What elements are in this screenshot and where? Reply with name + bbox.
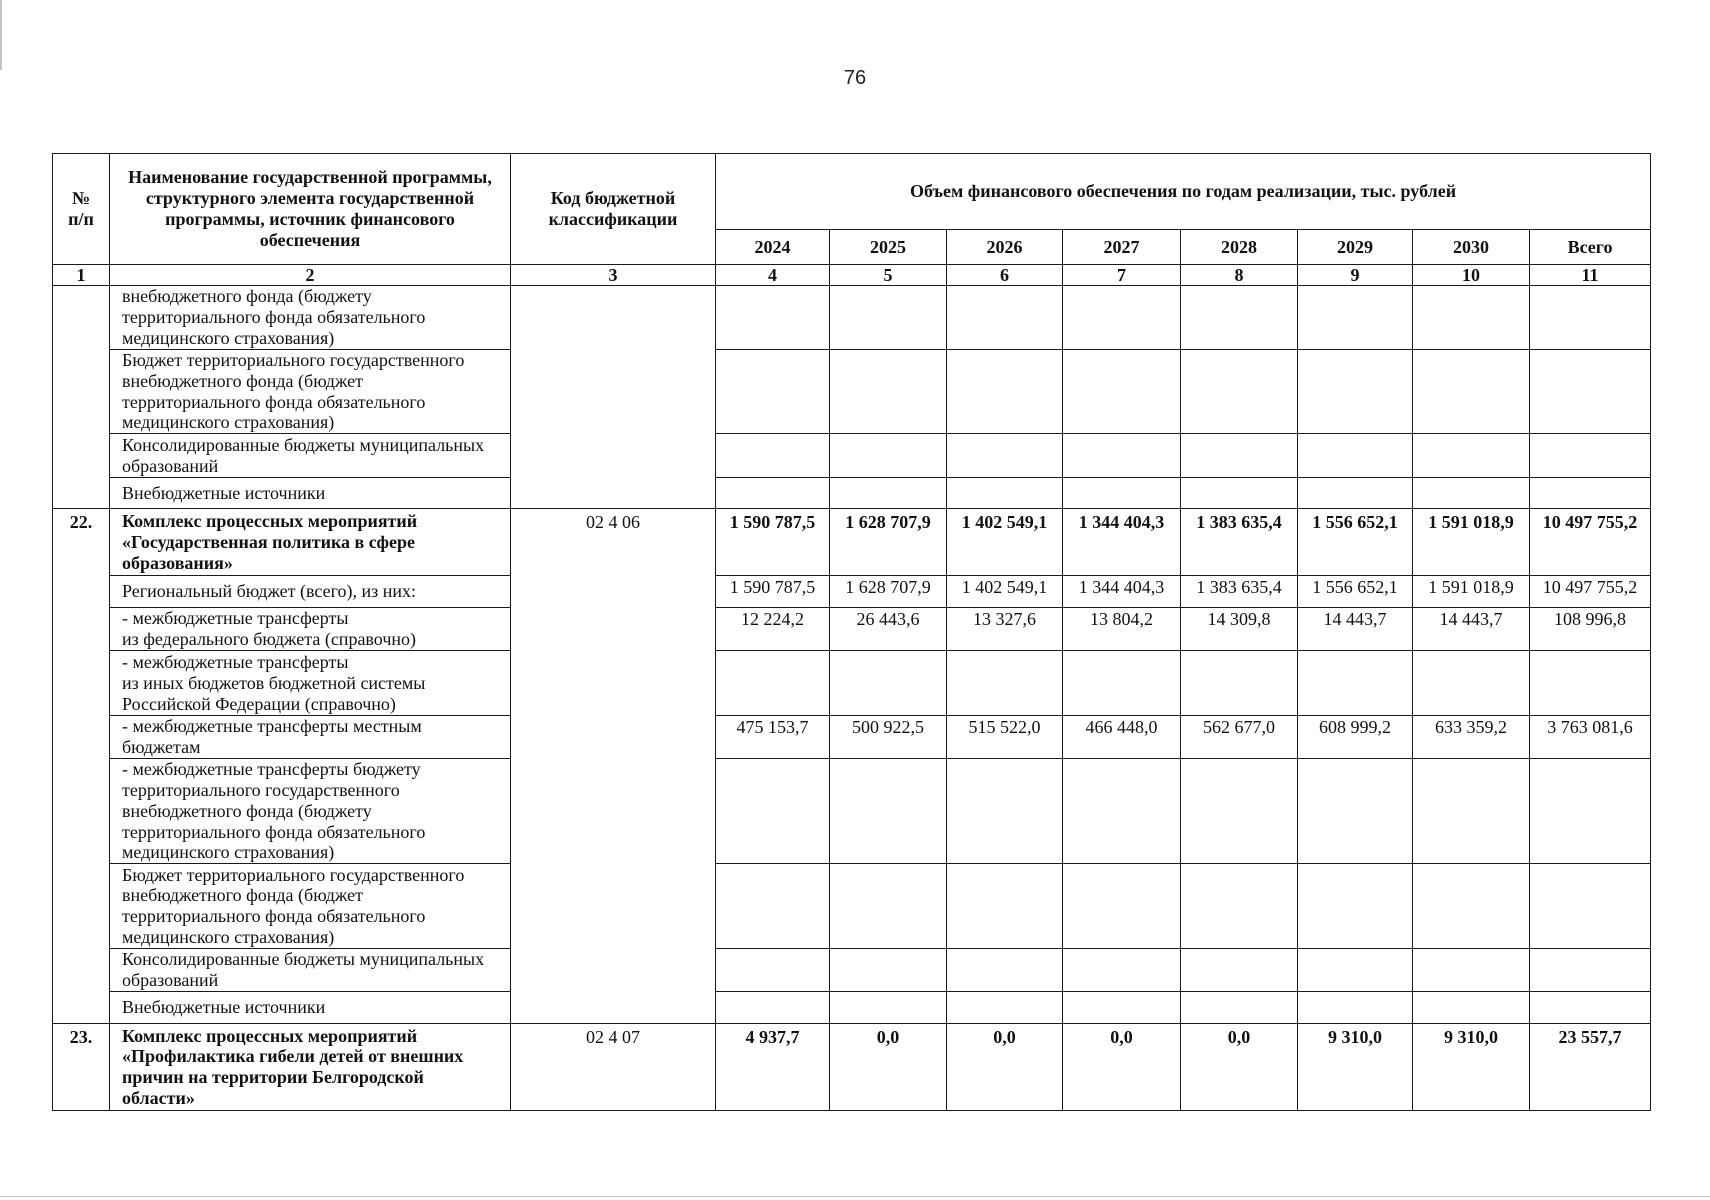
row-name-cell: - межбюджетные трансферты бюджету территориального государственного внебюджетного фонда (бюджету территориального фонда обязательного медицинского страхования) [110, 759, 511, 864]
budget-code-cell: 02 4 06 [511, 509, 716, 1024]
year-value-cell: 1 402 549,1 [947, 576, 1063, 608]
year-value-cell: 1 591 018,9 [1413, 576, 1530, 608]
year-value-cell: 1 590 787,5 [716, 509, 830, 576]
year-value-cell: 562 677,0 [1181, 716, 1298, 759]
header-name-column: Наименование государственной программы, структурного элемента государственной программы, источник финансового обеспечения [110, 154, 511, 265]
header-year: 2027 [1063, 230, 1181, 265]
row-name-cell: Комплекс процессных мероприятий «Профилактика гибели детей от внешних причин на территории Белгородской области» [110, 1024, 511, 1111]
year-value-cell: 14 443,7 [1298, 608, 1413, 651]
total-value-cell [1530, 286, 1651, 350]
row-name-cell: - межбюджетные трансферты местным бюджетам [110, 716, 511, 759]
year-value-cell [830, 949, 947, 992]
total-value-cell: 108 996,8 [1530, 608, 1651, 651]
year-value-cell [947, 434, 1063, 478]
total-value-cell [1530, 350, 1651, 434]
year-value-cell [830, 864, 947, 949]
year-value-cell [1181, 478, 1298, 509]
year-value-cell: 12 224,2 [716, 608, 830, 651]
year-value-cell: 1 628 707,9 [830, 576, 947, 608]
year-value-cell [1413, 864, 1530, 949]
year-value-cell: 13 804,2 [1063, 608, 1181, 651]
year-value-cell: 14 309,8 [1181, 608, 1298, 651]
year-value-cell [1181, 949, 1298, 992]
column-number: 9 [1298, 265, 1413, 286]
year-value-cell [1298, 759, 1413, 864]
year-value-cell [1063, 992, 1181, 1024]
year-value-cell [947, 992, 1063, 1024]
row-name-cell: - межбюджетные трансферты из иных бюджетов бюджетной системы Российской Федерации (справочно) [110, 651, 511, 716]
table-row [53, 434, 1651, 478]
column-number: 4 [716, 265, 830, 286]
year-value-cell: 13 327,6 [947, 608, 1063, 651]
year-value-cell: 9 310,0 [1298, 1024, 1413, 1111]
header-year: 2026 [947, 230, 1063, 265]
row-name-cell: Бюджет территориального государственного внебюджетного фонда (бюджет территориального фонда обязательного медицинского страхования) [110, 864, 511, 949]
year-value-cell: 1 556 652,1 [1298, 509, 1413, 576]
total-value-cell [1530, 434, 1651, 478]
header-total: Всего [1530, 230, 1651, 265]
total-value-cell [1530, 992, 1651, 1024]
year-value-cell [1063, 651, 1181, 716]
year-value-cell [1413, 350, 1530, 434]
table-row [53, 350, 1651, 434]
row-name-cell: внебюджетного фонда (бюджету территориального фонда обязательного медицинского страхования) [110, 286, 511, 350]
budget-code-cell: 02 4 07 [511, 1024, 716, 1111]
column-number: 7 [1063, 265, 1181, 286]
header-year: 2028 [1181, 230, 1298, 265]
year-value-cell [716, 478, 830, 509]
column-number: 1 [53, 265, 110, 286]
year-value-cell [947, 864, 1063, 949]
year-value-cell [830, 759, 947, 864]
table-row [53, 759, 1651, 864]
column-number: 10 [1413, 265, 1530, 286]
total-value-cell: 3 763 081,6 [1530, 716, 1651, 759]
year-value-cell [1413, 992, 1530, 1024]
year-value-cell [830, 286, 947, 350]
total-value-cell [1530, 949, 1651, 992]
year-value-cell [947, 759, 1063, 864]
year-value-cell [1298, 350, 1413, 434]
year-value-cell: 608 999,2 [1298, 716, 1413, 759]
total-value-cell [1530, 478, 1651, 509]
year-value-cell [947, 286, 1063, 350]
year-value-cell [947, 949, 1063, 992]
page-number: 76 [843, 67, 867, 89]
year-value-cell [1181, 864, 1298, 949]
total-value-cell [1530, 864, 1651, 949]
year-value-cell: 633 359,2 [1413, 716, 1530, 759]
year-value-cell [830, 478, 947, 509]
year-value-cell [1298, 286, 1413, 350]
year-value-cell: 1 590 787,5 [716, 576, 830, 608]
year-value-cell: 1 383 635,4 [1181, 576, 1298, 608]
year-value-cell [1181, 759, 1298, 864]
year-value-cell [716, 651, 830, 716]
row-name-cell: Бюджет территориального государственного внебюджетного фонда (бюджет территориального фонда обязательного медицинского страхования) [110, 350, 511, 434]
year-value-cell [1063, 434, 1181, 478]
header-year: 2024 [716, 230, 830, 265]
row-name-cell: Консолидированные бюджеты муниципальных образований [110, 434, 511, 478]
year-value-cell [1063, 759, 1181, 864]
table-row [53, 992, 1651, 1024]
year-value-cell: 466 448,0 [1063, 716, 1181, 759]
year-value-cell [1063, 350, 1181, 434]
year-value-cell [1063, 949, 1181, 992]
table-header [53, 154, 1651, 286]
row-name-cell: - межбюджетные трансферты из федерального бюджета (справочно) [110, 608, 511, 651]
year-value-cell [716, 992, 830, 1024]
column-number: 3 [511, 265, 716, 286]
header-volume-column: Объем финансового обеспечения по годам реализации, тыс. рублей [716, 154, 1651, 230]
year-value-cell [1298, 949, 1413, 992]
total-value-cell: 10 497 755,2 [1530, 576, 1651, 608]
year-value-cell: 500 922,5 [830, 716, 947, 759]
header-row [53, 154, 1651, 230]
year-value-cell: 0,0 [947, 1024, 1063, 1111]
year-value-cell [830, 434, 947, 478]
year-value-cell: 1 383 635,4 [1181, 509, 1298, 576]
column-number: 5 [830, 265, 947, 286]
year-value-cell: 0,0 [1181, 1024, 1298, 1111]
column-numbers-row [53, 265, 1651, 286]
total-value-cell: 23 557,7 [1530, 1024, 1651, 1111]
row-number-cell: 22. [53, 509, 110, 1024]
row-name-cell: Консолидированные бюджеты муниципальных образований [110, 949, 511, 992]
year-value-cell: 26 443,6 [830, 608, 947, 651]
year-value-cell: 475 153,7 [716, 716, 830, 759]
year-value-cell [1063, 478, 1181, 509]
header-year: 2030 [1413, 230, 1530, 265]
year-value-cell: 14 443,7 [1413, 608, 1530, 651]
year-value-cell [830, 651, 947, 716]
year-value-cell [1181, 651, 1298, 716]
year-value-cell [1298, 434, 1413, 478]
year-value-cell: 1 556 652,1 [1298, 576, 1413, 608]
year-value-cell [1181, 286, 1298, 350]
year-value-cell [1413, 286, 1530, 350]
total-value-cell [1530, 759, 1651, 864]
year-value-cell [1413, 651, 1530, 716]
year-value-cell [716, 434, 830, 478]
scan-edge-mark [0, 0, 2, 70]
year-value-cell [1298, 992, 1413, 1024]
year-value-cell [947, 651, 1063, 716]
table-body [53, 286, 1651, 1111]
year-value-cell [1181, 992, 1298, 1024]
year-value-cell [1298, 651, 1413, 716]
row-name-cell: Внебюджетные источники [110, 992, 511, 1024]
row-name-cell: Внебюджетные источники [110, 478, 511, 509]
year-value-cell [830, 350, 947, 434]
table-row [53, 716, 1651, 759]
table-row [53, 651, 1651, 716]
year-value-cell: 515 522,0 [947, 716, 1063, 759]
header-year: 2025 [830, 230, 947, 265]
year-value-cell: 4 937,7 [716, 1024, 830, 1111]
year-value-cell: 1 344 404,3 [1063, 509, 1181, 576]
year-value-cell [1413, 949, 1530, 992]
year-value-cell [1181, 350, 1298, 434]
table-row [53, 608, 1651, 651]
table-row [53, 478, 1651, 509]
row-name-cell: Региональный бюджет (всего), из них: [110, 576, 511, 608]
budget-code-cell [511, 286, 716, 509]
year-value-cell [1413, 434, 1530, 478]
year-value-cell [1181, 434, 1298, 478]
total-value-cell [1530, 651, 1651, 716]
year-value-cell [830, 992, 947, 1024]
year-value-cell: 9 310,0 [1413, 1024, 1530, 1111]
table-row [53, 949, 1651, 992]
year-value-cell [1063, 864, 1181, 949]
year-value-cell [716, 759, 830, 864]
budget-table [52, 153, 1651, 1111]
row-number-cell [53, 286, 110, 509]
year-value-cell [716, 350, 830, 434]
year-value-cell [716, 864, 830, 949]
year-value-cell: 0,0 [1063, 1024, 1181, 1111]
table-row [53, 864, 1651, 949]
column-number: 11 [1530, 265, 1651, 286]
year-value-cell [1413, 478, 1530, 509]
year-value-cell: 1 402 549,1 [947, 509, 1063, 576]
header-code-column: Код бюджетной классификации [511, 154, 716, 265]
year-value-cell: 0,0 [830, 1024, 947, 1111]
year-value-cell [947, 350, 1063, 434]
header-year: 2029 [1298, 230, 1413, 265]
year-value-cell [1413, 759, 1530, 864]
year-value-cell: 1 591 018,9 [1413, 509, 1530, 576]
column-number: 2 [110, 265, 511, 286]
column-number: 8 [1181, 265, 1298, 286]
scan-edge-line [0, 1196, 1710, 1197]
year-value-cell [716, 286, 830, 350]
year-value-cell [1298, 478, 1413, 509]
header-number-column: № п/п [53, 154, 110, 265]
year-value-cell [947, 478, 1063, 509]
year-value-cell [1063, 286, 1181, 350]
row-name-cell: Комплекс процессных мероприятий «Государственная политика в сфере образования» [110, 509, 511, 576]
row-number-cell: 23. [53, 1024, 110, 1111]
total-value-cell: 10 497 755,2 [1530, 509, 1651, 576]
year-value-cell [716, 949, 830, 992]
table-row [53, 1024, 1651, 1111]
table-row [53, 509, 1651, 576]
table-row [53, 286, 1651, 350]
column-number: 6 [947, 265, 1063, 286]
year-value-cell: 1 628 707,9 [830, 509, 947, 576]
year-value-cell [1298, 864, 1413, 949]
table-row [53, 576, 1651, 608]
year-value-cell: 1 344 404,3 [1063, 576, 1181, 608]
